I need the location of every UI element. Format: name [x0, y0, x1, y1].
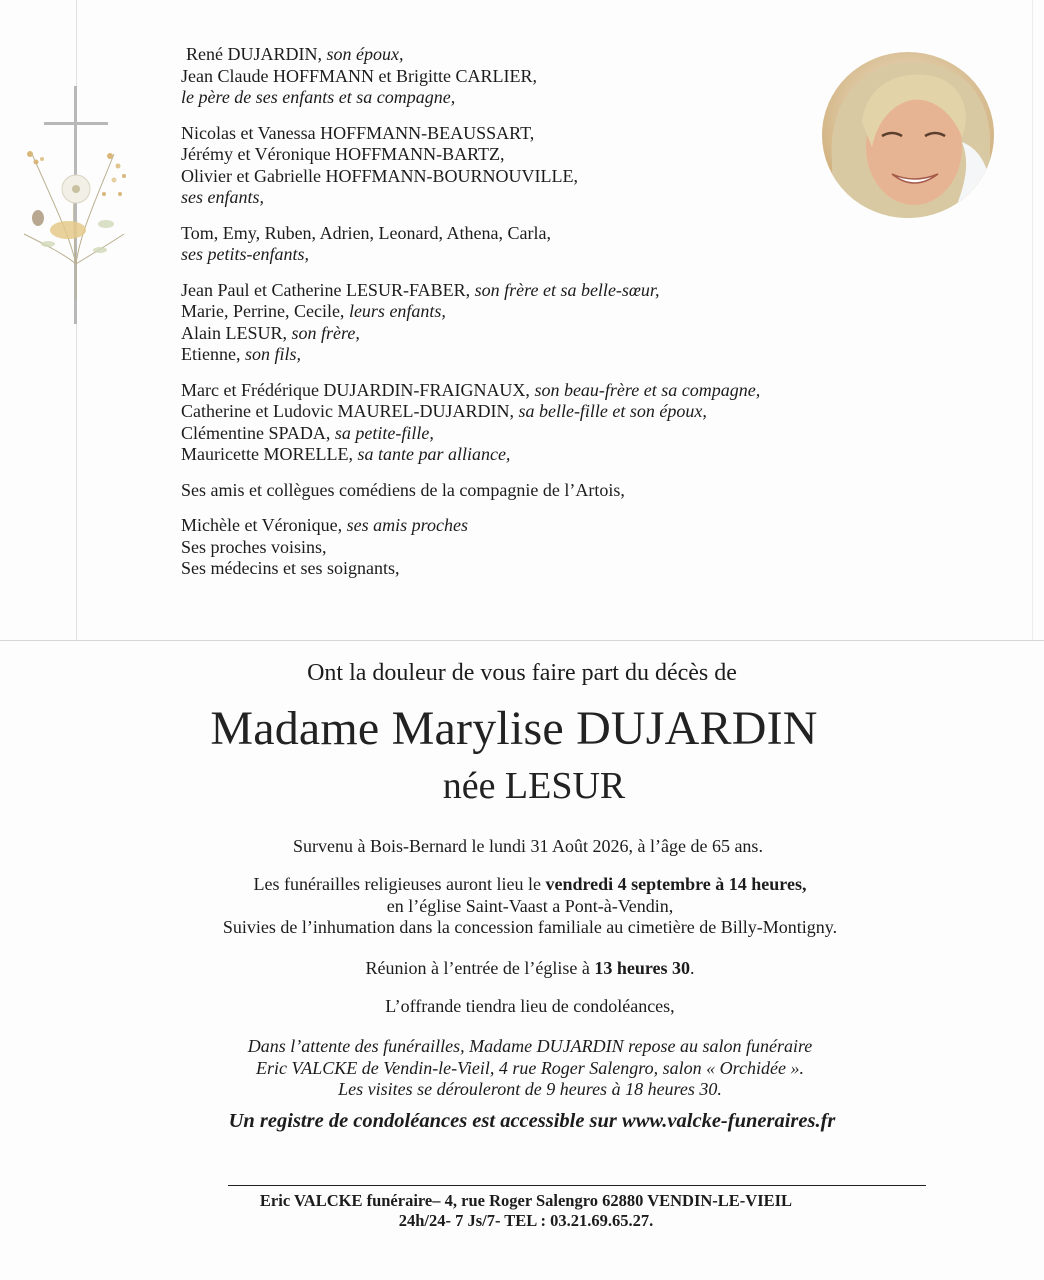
fold-line-vertical-right — [1032, 0, 1033, 640]
family-line — [181, 301, 801, 323]
family-member-name: Michèle et Véronique, — [181, 515, 347, 535]
portrait-photo — [822, 52, 994, 218]
announcement-intro: Ont la douleur de vous faire part du décès de — [307, 660, 737, 686]
salon-line-3: Les visites se dérouleront de 9 heures à 18 heures 30. — [338, 1079, 722, 1099]
family-line — [181, 144, 801, 166]
family-member-name: Etienne, — [181, 344, 245, 364]
salon-line-2: Eric VALCKE de Vendin-le-Vieil, 4 rue Roger Salengro, salon « Orchidée ». — [256, 1057, 804, 1078]
family-relation: ses amis proches — [346, 515, 468, 535]
family-member-name: Olivier et Gabrielle HOFFMANN-BOURNOUVILLE, — [181, 165, 578, 186]
family-member-name: Alain LESUR, — [181, 322, 292, 343]
family-line — [181, 344, 801, 366]
family-relation: ses enfants, — [181, 187, 264, 207]
family-relation: sa tante par alliance, — [357, 444, 511, 464]
family-group — [181, 515, 801, 580]
family-member-name: Ses médecins et ses soignants, — [181, 558, 400, 578]
funeral-text: Les funérailles religieuses auront lieu le — [253, 874, 546, 894]
family-relation: leurs enfants, — [348, 301, 446, 321]
family-member-name: Clémentine SPADA, — [181, 422, 335, 443]
family-line — [181, 123, 801, 145]
meeting-end: . — [690, 958, 695, 978]
family-group — [181, 480, 801, 502]
family-member-name: Jérémy et Véronique HOFFMANN-BARTZ, — [181, 144, 505, 164]
meeting-text: Réunion à l’entrée de l’église à — [365, 958, 595, 978]
family-line — [181, 323, 801, 345]
burial-line: Suivies de l’inhumation dans la concession familiale au cimetière de Billy-Montigny. — [222, 917, 838, 937]
cross-flower-icon — [14, 84, 144, 329]
footer-address: Eric VALCKE funéraire– 4, rue Roger Salengro 62880 VENDIN-LE-VIEIL — [259, 1191, 793, 1210]
family-line — [181, 87, 801, 109]
family-relation: son frère, — [291, 322, 360, 343]
footer-contact — [4, 1191, 1044, 1231]
footer-divider — [228, 1185, 926, 1186]
family-group — [181, 380, 801, 466]
family-relation: sa belle-fille et son époux, — [518, 401, 707, 421]
family-member-name: Ses proches voisins, — [181, 536, 327, 557]
family-member-name: Tom, Emy, Ruben, Adrien, Leonard, Athena, Carla, — [181, 222, 551, 243]
meeting-time: 13 heures 30 — [594, 958, 691, 978]
family-line — [181, 401, 801, 423]
maiden-name: née LESUR — [442, 765, 626, 807]
family-line — [181, 480, 801, 502]
family-relation: son frère et sa belle-sœur, — [474, 279, 660, 300]
salon-line-1: Dans l’attente des funérailles, Madame DUJARDIN repose au salon funéraire — [247, 1036, 813, 1056]
deceased-name: Madame Marylise DUJARDIN — [210, 702, 818, 755]
family-member-name: Mauricette MORELLE, — [181, 444, 358, 464]
family-line — [181, 166, 801, 188]
family-line — [181, 44, 801, 66]
family-line — [181, 280, 801, 302]
family-member-name: René DUJARDIN, — [186, 44, 327, 64]
family-group — [181, 223, 801, 266]
registry-link[interactable]: Un registre de condoléances est accessible sur www.valcke-funeraires.fr — [228, 1110, 836, 1132]
family-member-name: Nicolas et Vanessa HOFFMANN-BEAUSSART, — [181, 122, 535, 143]
family-line — [181, 66, 801, 88]
footer-phone: 24h/24- 7 Js/7- TEL : 03.21.69.65.27. — [398, 1211, 654, 1230]
family-member-name: Jean Claude HOFFMANN et Brigitte CARLIER, — [181, 65, 537, 86]
family-line — [181, 187, 801, 209]
family-group — [181, 280, 801, 366]
family-relation: ses petits-enfants, — [181, 244, 309, 264]
family-member-name: Ses amis et collègues comédiens de la compagnie de l’Artois, — [181, 479, 625, 500]
family-member-name: Catherine et Ludovic MAUREL-DUJARDIN, — [181, 401, 519, 421]
church-line: en l’église Saint-Vaast a Pont-à-Vendin, — [386, 895, 674, 916]
family-line — [181, 380, 801, 402]
family-relation: son époux, — [326, 44, 404, 64]
family-relation: son fils, — [244, 344, 301, 364]
family-line — [181, 423, 801, 445]
family-line — [181, 558, 801, 580]
salon-details — [8, 1036, 1044, 1101]
family-relation: son beau-frère et sa compagne, — [534, 379, 761, 400]
family-member-name: Jean Paul et Catherine LESUR-FABER, — [181, 279, 475, 300]
meeting-line — [8, 958, 1044, 980]
family-relation: sa petite-fille, — [334, 422, 434, 443]
family-group — [181, 123, 801, 209]
family-line — [181, 223, 801, 245]
family-line — [181, 444, 801, 466]
family-member-name: Marc et Frédérique DUJARDIN-FRAIGNAUX, — [181, 379, 535, 400]
fold-line-horizontal — [0, 640, 1044, 641]
family-line — [181, 244, 801, 266]
family-list — [181, 44, 801, 594]
death-details: Survenu à Bois-Bernard le lundi 31 Août 2026, à l’âge de 65 ans. — [293, 836, 763, 856]
offering-line: L’offrande tiendra lieu de condoléances, — [385, 996, 675, 1016]
family-member-name: Marie, Perrine, Cecile, — [181, 301, 349, 321]
family-line — [181, 515, 801, 537]
family-group — [181, 44, 801, 109]
funeral-details — [8, 874, 1044, 939]
family-line — [181, 537, 801, 559]
family-relation: le père de ses enfants et sa compagne, — [181, 87, 456, 107]
funeral-date: vendredi 4 septembre à 14 heures, — [545, 874, 807, 894]
